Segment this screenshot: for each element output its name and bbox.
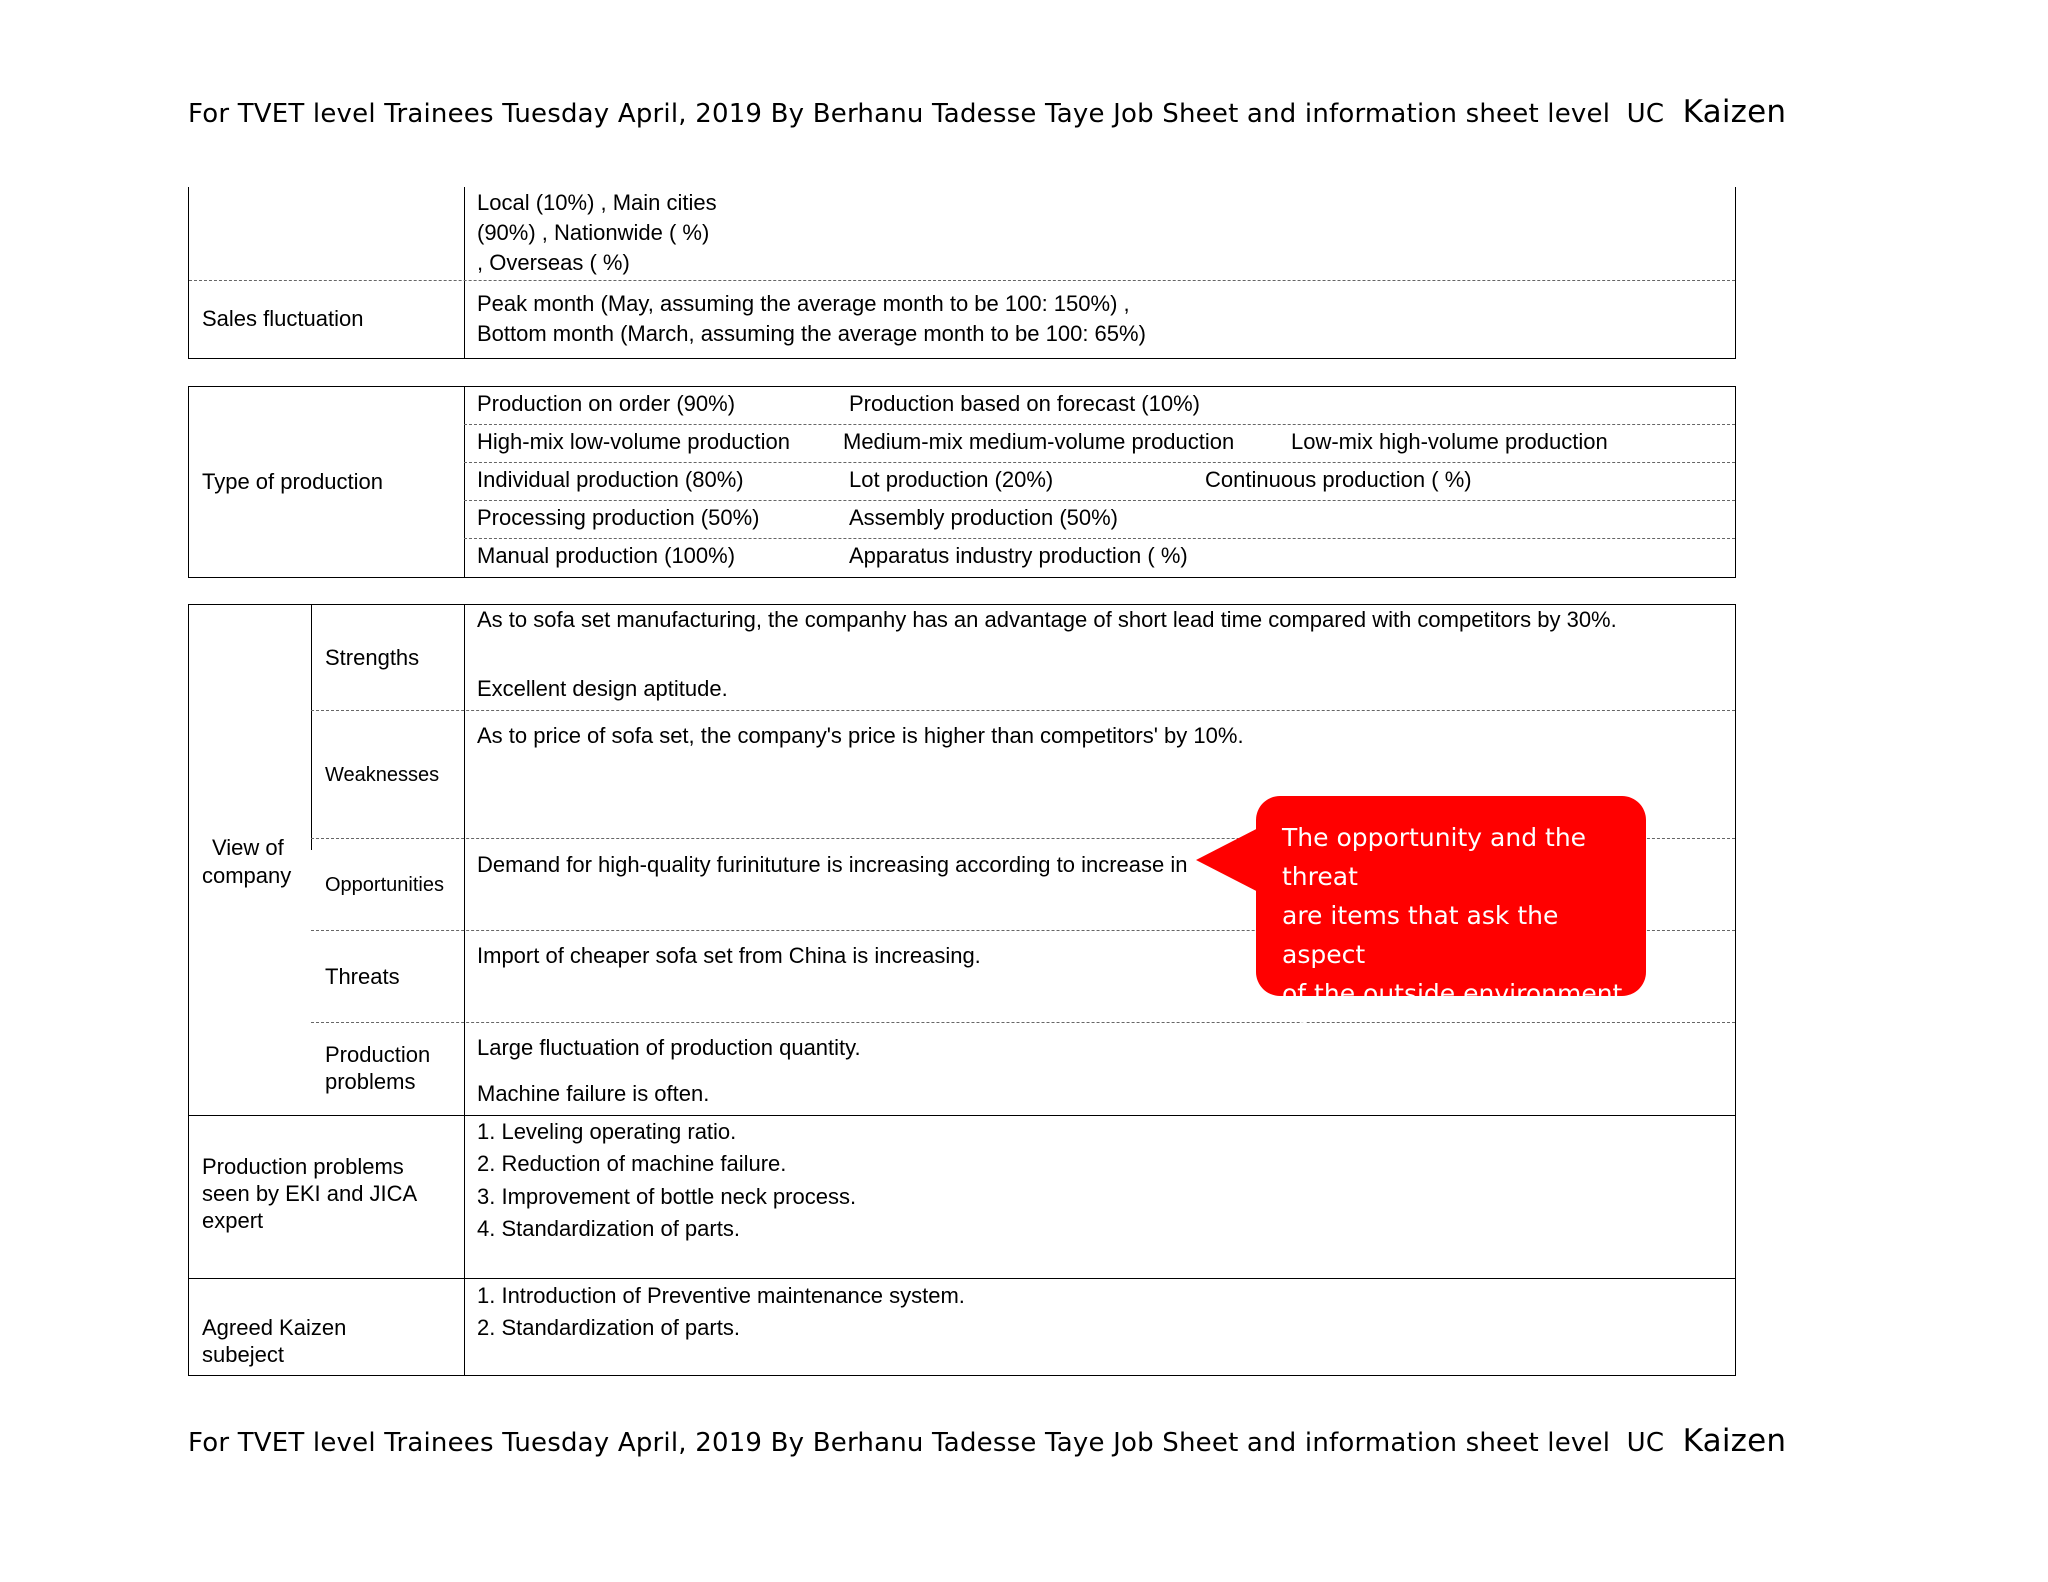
production-row-1-col-2: Production based on forecast (10%) (849, 391, 1200, 416)
expert-item-1: 1. Leveling operating ratio. (477, 1119, 737, 1144)
sales-peak-line: Peak month (May, assuming the average month to be 100: 150%) , (477, 291, 1130, 316)
production-row-3-col-2: Lot production (20%) (849, 467, 1054, 492)
header-kaizen: Kaizen (1682, 94, 1787, 130)
agreed-label-line-2: subeject (202, 1342, 284, 1367)
production-row-4-col-1: Processing production (50%) (477, 505, 760, 530)
row-divider (464, 424, 1735, 425)
row-divider (311, 710, 1735, 711)
production-row-2-col-2: Medium-mix medium-volume production (843, 429, 1235, 454)
production-type-label: Type of production (202, 469, 384, 494)
production-problems-line-2: Machine failure is often. (477, 1081, 710, 1106)
opportunities-label: Opportunities (325, 874, 444, 896)
callout-note (1256, 796, 1646, 1086)
production-type-table (188, 386, 1736, 578)
expert-item-3: 3. Improvement of bottle neck process. (477, 1184, 857, 1209)
market-line-2: (90%) , Nationwide ( %) (477, 220, 710, 245)
column-divider (464, 187, 465, 358)
page-footer (188, 1423, 1786, 1459)
threats-label: Threats (325, 964, 400, 989)
agreed-item-1: 1. Introduction of Preventive maintenance system. (477, 1283, 965, 1308)
market-line-1: Local (10%) , Main cities (477, 190, 717, 215)
footer-text: For TVET level Trainees Tuesday April, 2019 By Berhanu Tadesse Taye Job Sheet and information sheet level (188, 1428, 1611, 1458)
expert-item-4: 4. Standardization of parts. (477, 1216, 740, 1241)
section-divider (189, 1115, 1735, 1116)
callout-line-1: The opportunity and the threat (1282, 823, 1587, 891)
production-problems-label-1: Production (325, 1042, 431, 1067)
production-row-4-col-2: Assembly production (50%) (849, 505, 1119, 530)
callout-line-3: of the outside environment of (1282, 979, 1623, 1047)
weaknesses-label: Weaknesses (325, 764, 440, 786)
weaknesses-line-1: As to price of sofa set, the company's price is higher than competitors' by 10%. (477, 723, 1244, 748)
expert-item-2: 2. Reduction of machine failure. (477, 1151, 787, 1176)
row-divider (464, 500, 1735, 501)
expert-label-line-3: expert (202, 1208, 264, 1233)
strengths-label: Strengths (325, 645, 420, 670)
strengths-line-1: As to sofa set manufacturing, the companhy has an advantage of short lead time compared with competitors by 30%. (477, 607, 1617, 632)
callout-line-2: are items that ask the aspect (1282, 901, 1559, 969)
callout-line-4: the company. (1282, 1057, 1451, 1086)
header-uc: UC (1626, 99, 1665, 129)
production-row-2-col-3: Low-mix high-volume production (1291, 429, 1608, 454)
market-sales-table (188, 187, 1736, 359)
production-row-5-col-1: Manual production (100%) (477, 543, 736, 568)
strengths-line-2: Excellent design aptitude. (477, 676, 728, 701)
subcolumn-divider (311, 605, 312, 850)
agreed-label-line-1: Agreed Kaizen (202, 1315, 347, 1340)
page-header (188, 94, 1786, 130)
production-row-5-col-2: Apparatus industry production ( %) (849, 543, 1188, 568)
threats-line-1: Import of cheaper sofa set from China is increasing. (477, 943, 981, 968)
section-divider (189, 1278, 1735, 1279)
header-text: For TVET level Trainees Tuesday April, 2019 By Berhanu Tadesse Taye Job Sheet and information sheet level (188, 99, 1611, 129)
production-row-3-col-1: Individual production (80%) (477, 467, 744, 492)
production-problems-label-2: problems (325, 1069, 416, 1094)
agreed-item-2: 2. Standardization of parts. (477, 1315, 740, 1340)
opportunities-line-1: Demand for high-quality furinituture is increasing according to increase in (477, 852, 1188, 877)
view-label-line-1: View of (212, 835, 284, 860)
column-divider (464, 605, 465, 1375)
sales-fluctuation-label: Sales fluctuation (202, 306, 364, 331)
expert-label-line-1: Production problems (202, 1154, 404, 1179)
footer-uc: UC (1626, 1428, 1665, 1458)
footer-kaizen: Kaizen (1682, 1423, 1787, 1459)
production-row-1-col-1: Production on order (90%) (477, 391, 736, 416)
row-divider (464, 462, 1735, 463)
row-divider (189, 280, 1735, 281)
expert-label-line-2: seen by EKI and JICA (202, 1181, 418, 1206)
view-label-line-2: company (202, 863, 292, 888)
production-problems-line-1: Large fluctuation of production quantity. (477, 1035, 861, 1060)
production-row-2-col-1: High-mix low-volume production (477, 429, 791, 454)
row-divider (464, 538, 1735, 539)
market-line-3: , Overseas ( %) (477, 250, 630, 275)
sales-bottom-line: Bottom month (March, assuming the average month to be 100: 65%) (477, 321, 1146, 346)
column-divider (464, 387, 465, 577)
production-row-3-col-3: Continuous production ( %) (1205, 467, 1472, 492)
